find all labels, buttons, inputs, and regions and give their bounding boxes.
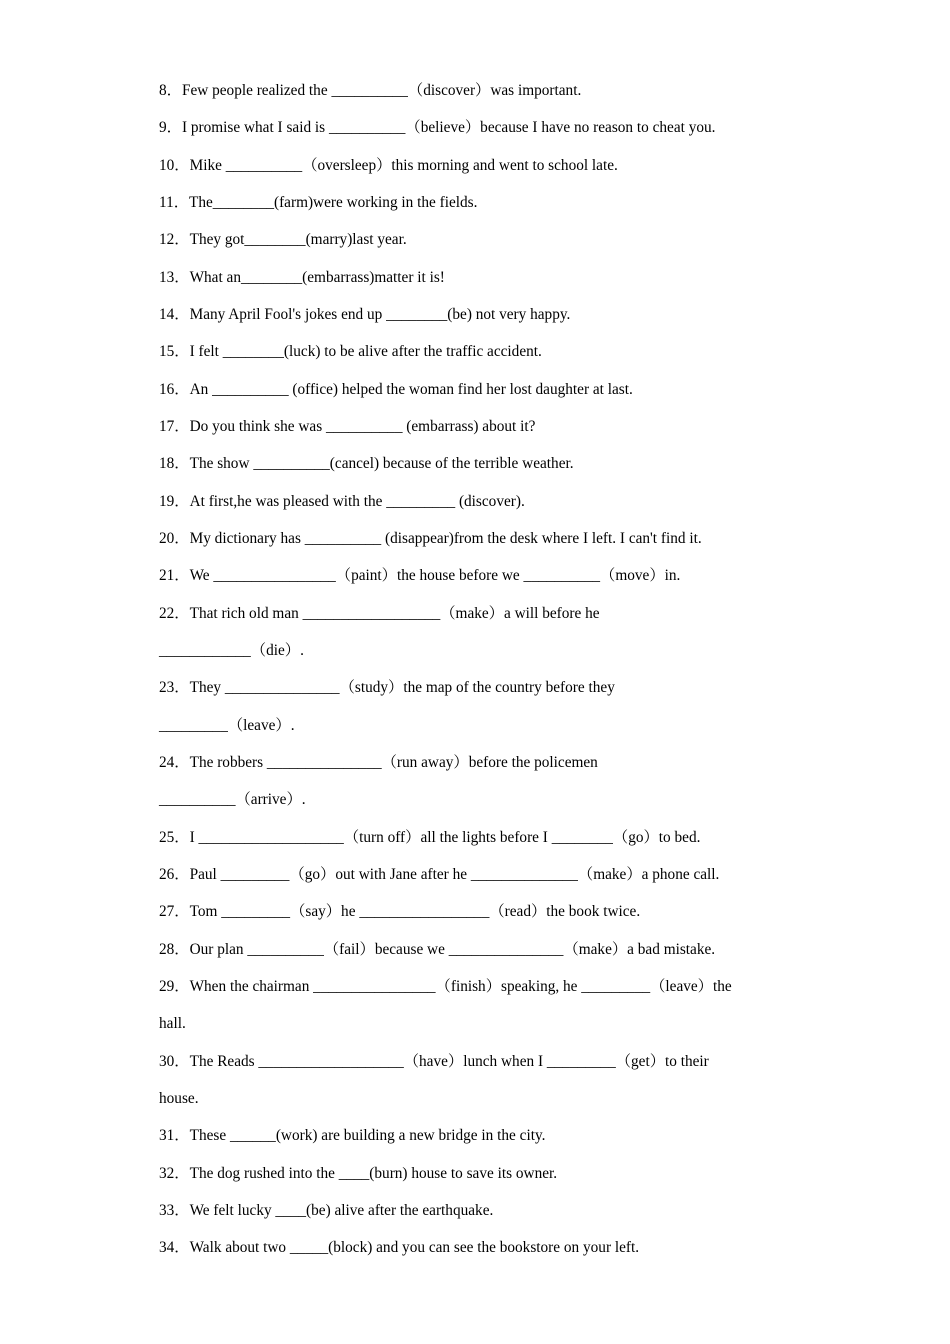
- exercise-line-8: 8．Few people realized the __________（discover）was important.: [159, 82, 582, 99]
- exercise-line-27: 27．Tom _________（say）he _________________（read）the book twice.: [159, 903, 641, 921]
- exercise-line-13: 13．What an________(embarrass)matter it is!: [159, 268, 445, 286]
- exercise-line-18: 18．The show __________(cancel) because of the terrible weather.: [159, 455, 574, 473]
- exercise-line-15: 15．I felt ________(luck) to be alive after the traffic accident.: [159, 343, 542, 361]
- exercise-line-11: 11．The________(farm)were working in the fields.: [159, 193, 478, 211]
- exercise-list: [159, 80, 799, 1275]
- exercise-line-28: 28．Our plan __________（fail）because we _______________（make）a bad mistake.: [159, 940, 716, 958]
- exercise-line-22: 22．That rich old man __________________（make）a will before he: [159, 604, 600, 622]
- exercise-line-9: 9．I promise what I said is __________（believe）because I have no reason to cheat you.: [159, 119, 716, 137]
- exercise-line-16: 16．An __________ (office) helped the woman find her lost daughter at last.: [159, 380, 633, 398]
- exercise-line-19: 19．At first,he was pleased with the _________ (discover).: [159, 492, 525, 510]
- exercise-line-12: 12．They got________(marry)last year.: [159, 231, 407, 249]
- exercise-line-21: 21．We ________________（paint）the house before we __________（move）in.: [159, 567, 681, 585]
- exercise-line-32: 32．The dog rushed into the ____(burn) house to save its owner.: [159, 1164, 558, 1182]
- exercise-line-10: 10．Mike __________（oversleep）this morning and went to school late.: [159, 156, 618, 174]
- exercise-line-29-cont: hall.: [159, 1015, 186, 1033]
- exercise-line-23: 23．They _______________（study）the map of the country before they: [159, 679, 615, 697]
- exercise-line-22-cont: ____________（die）.: [159, 641, 304, 659]
- exercise-line-30-cont: house.: [159, 1089, 199, 1107]
- exercise-line-20: 20．My dictionary has __________ (disappear)from the desk where I left. I can't find it.: [159, 529, 702, 547]
- exercise-line-24: 24．The robbers _______________（run away）before the policemen: [159, 753, 598, 771]
- exercise-line-34: 34．Walk about two _____(block) and you can see the bookstore on your left.: [159, 1239, 640, 1257]
- exercise-line-23-cont: _________（leave）.: [159, 716, 295, 734]
- exercise-line-25: 25．I ___________________（turn off）all the lights before I ________（go）to bed.: [159, 828, 701, 846]
- exercise-line-33: 33．We felt lucky ____(be) alive after the earthquake.: [159, 1201, 494, 1219]
- exercise-line-17: 17．Do you think she was __________ (embarrass) about it?: [159, 417, 536, 435]
- exercise-line-26: 26．Paul _________（go）out with Jane after he ______________（make）a phone call.: [159, 865, 720, 883]
- exercise-line-24-cont: __________（arrive）.: [159, 791, 306, 809]
- exercise-line-29: 29．When the chairman ________________（finish）speaking, he _________（leave）the: [159, 977, 732, 995]
- exercise-line-31: 31．These ______(work) are building a new bridge in the city.: [159, 1127, 546, 1145]
- exercise-line-14: 14．Many April Fool's jokes end up ________(be) not very happy.: [159, 305, 571, 323]
- exercise-line-30: 30．The Reads ___________________（have）lunch when I _________（get）to their: [159, 1052, 709, 1070]
